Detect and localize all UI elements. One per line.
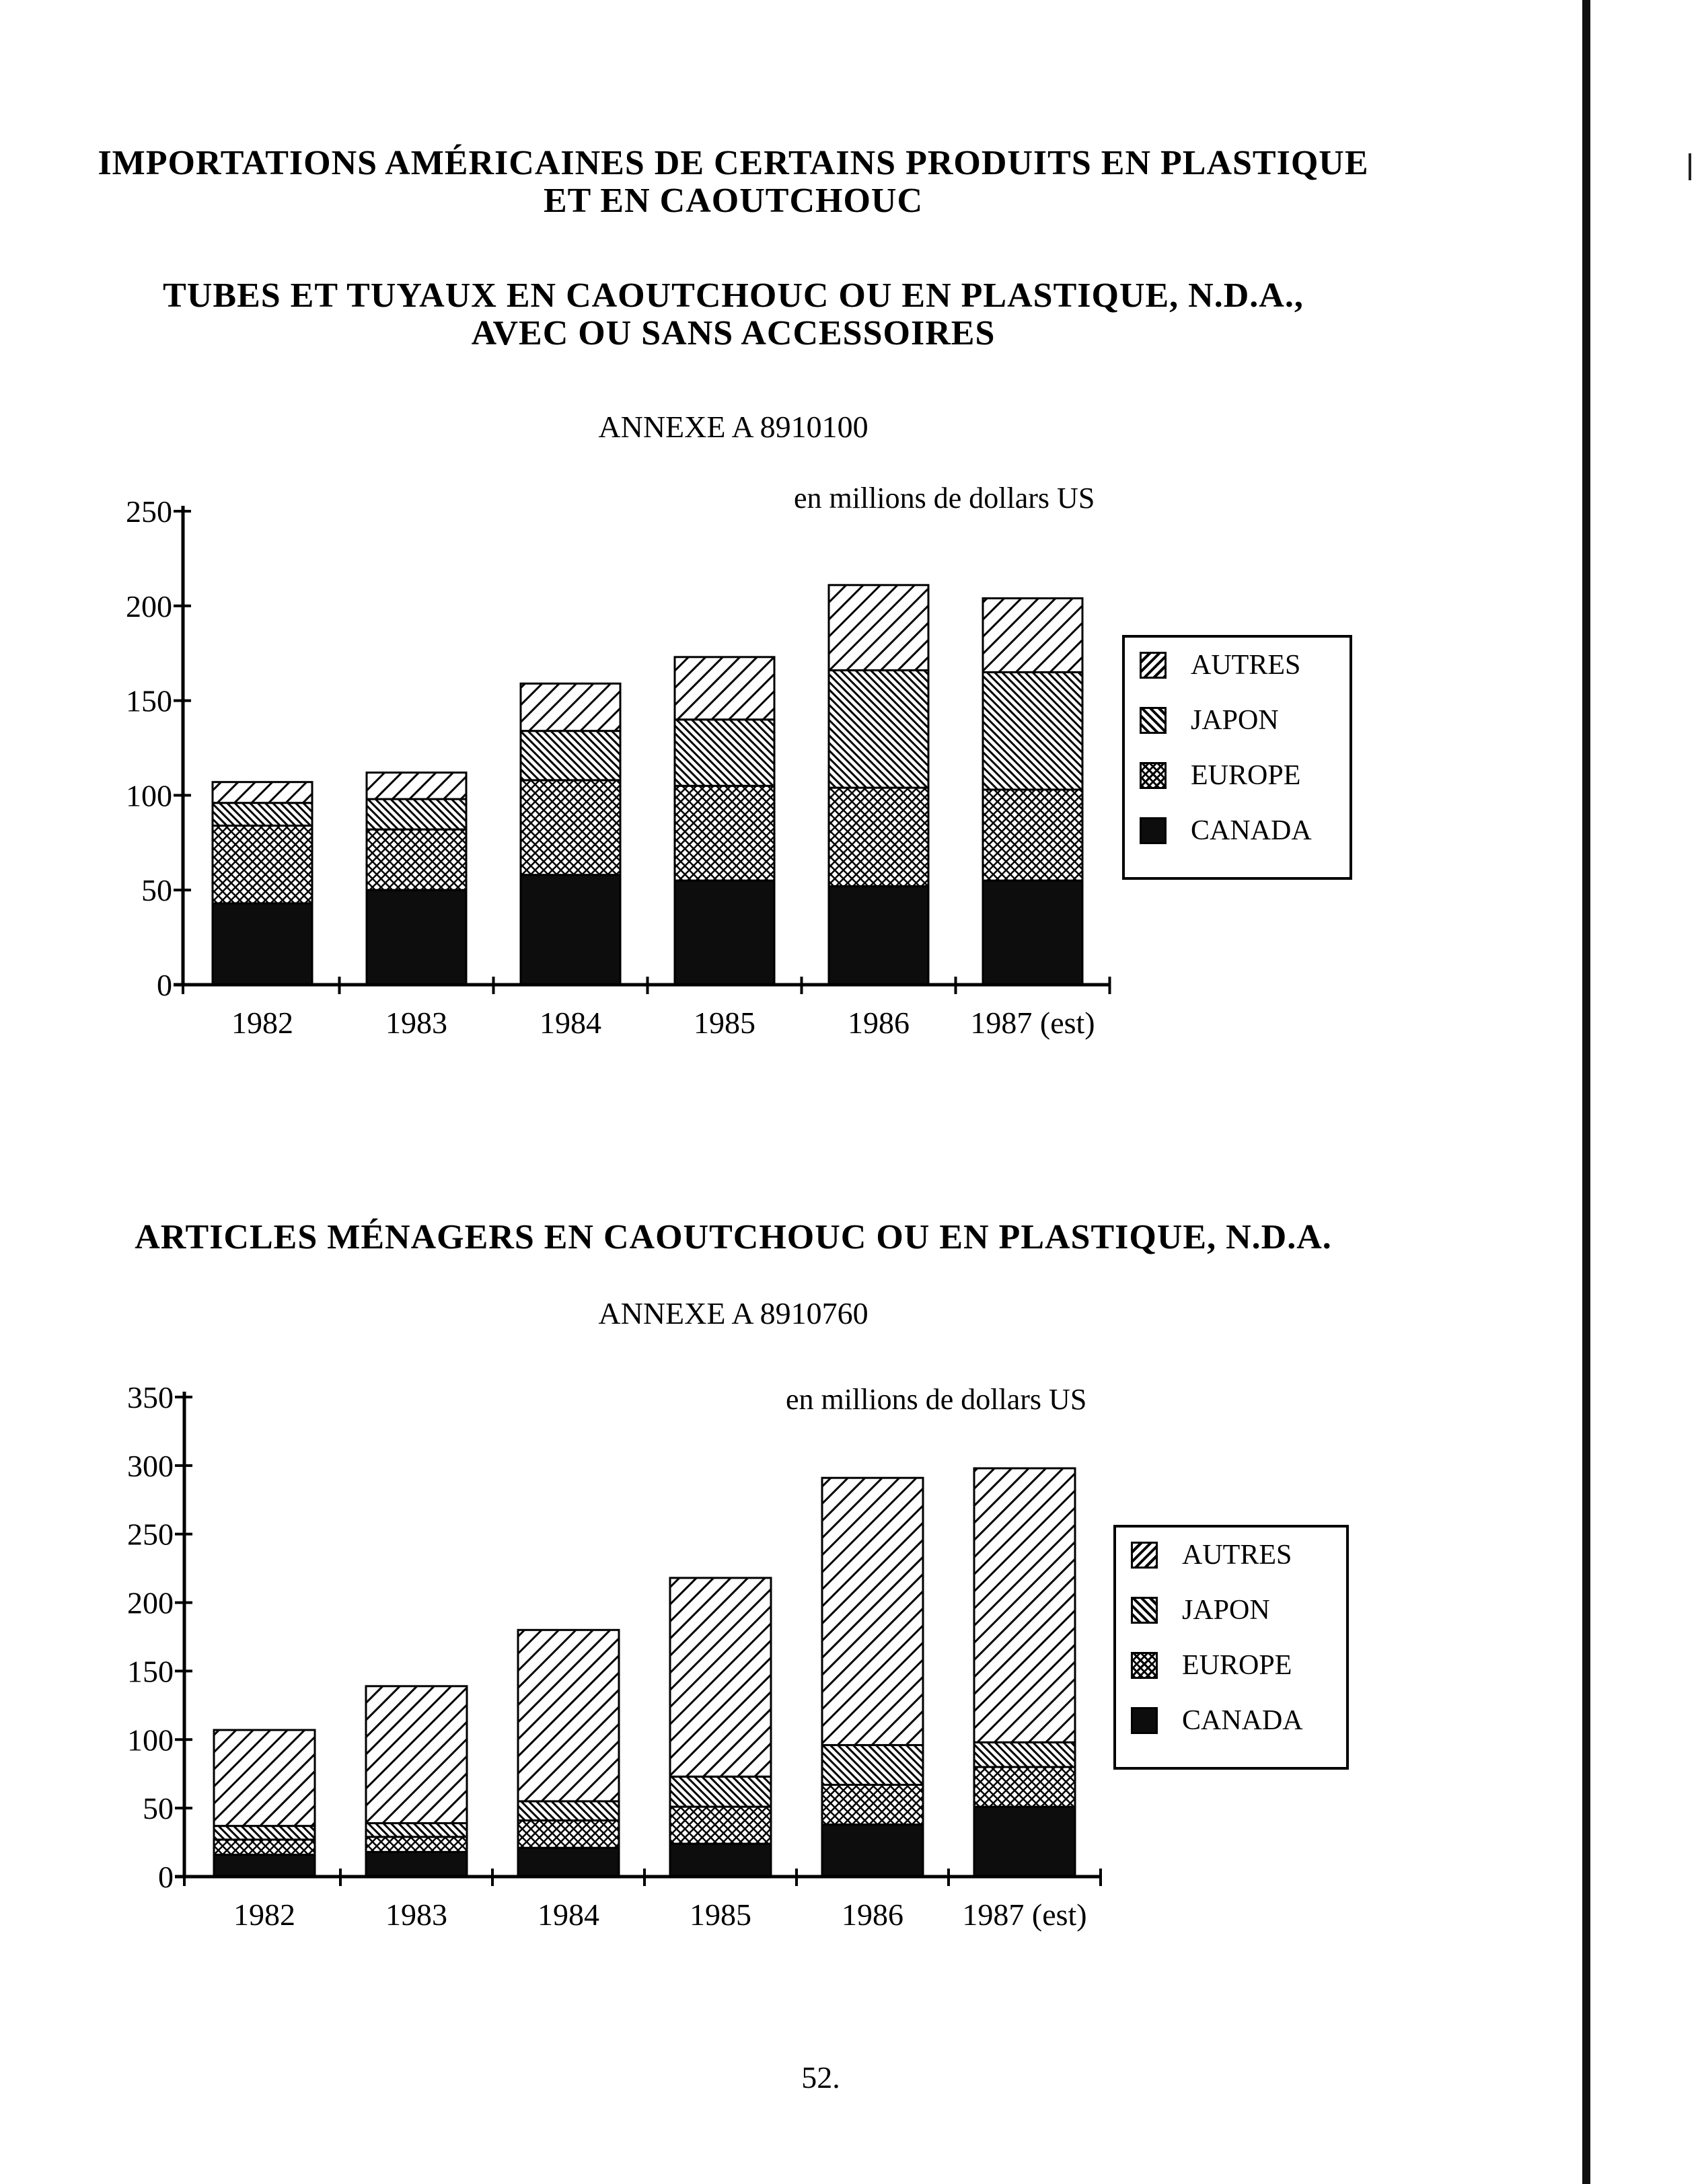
chart2-title	[61, 1219, 1406, 1256]
y-tick-label: 0	[158, 1860, 174, 1894]
x-tick-label: 1984	[538, 1897, 599, 1932]
bar-segment-autres-1985	[670, 1578, 771, 1776]
bar-segment-japon-1986	[829, 671, 928, 788]
legend-item-canada	[1140, 803, 1343, 858]
bar-segment-europe-1982	[214, 1840, 315, 1854]
y-tick-label: 150	[127, 1654, 174, 1689]
chart1-plot	[0, 471, 1700, 1076]
bar-segment-japon-1984	[521, 731, 620, 780]
y-tick-label: 150	[126, 683, 172, 718]
x-tick-label: 1985	[690, 1897, 751, 1932]
bar-segment-canada-1983	[366, 1852, 467, 1877]
legend-swatch-canada	[1131, 1707, 1158, 1734]
y-tick-label: 200	[127, 1585, 174, 1620]
y-tick-label: 50	[141, 873, 172, 908]
bar-segment-japon-1982	[214, 1826, 315, 1840]
y-tick-label: 0	[157, 968, 172, 1002]
chart1-legend	[1122, 635, 1352, 880]
bar-segment-japon-1982	[213, 803, 312, 826]
bar-segment-autres-1985	[675, 657, 774, 720]
x-tick-label: 1985	[694, 1006, 755, 1040]
bar-segment-europe-1987est	[974, 1767, 1075, 1807]
legend-label-autres: AUTRES	[1191, 650, 1301, 681]
bar-segment-europe-1987est	[983, 790, 1082, 880]
bar-segment-japon-1983	[366, 1823, 467, 1837]
legend-label-europe: EUROPE	[1182, 1650, 1292, 1681]
legend-item-europe	[1140, 748, 1343, 803]
bar-segment-canada-1986	[829, 887, 928, 985]
page-title	[61, 145, 1406, 220]
chart2-plot	[0, 1365, 1700, 1971]
bar-segment-japon-1987est	[974, 1742, 1075, 1767]
x-tick-label: 1984	[540, 1006, 601, 1040]
bar-segment-autres-1983	[366, 1686, 467, 1823]
bar-segment-canada-1986	[822, 1825, 923, 1877]
legend-item-autres	[1131, 1528, 1339, 1583]
legend-swatch-japon	[1140, 707, 1167, 734]
bar-segment-europe-1982	[213, 825, 312, 903]
legend-label-europe: EUROPE	[1191, 760, 1301, 791]
chart1-title-line-1: TUBES ET TUYAUX EN CAOUTCHOUC OU EN PLASTIQUE, N.D.A.,	[163, 276, 1304, 315]
legend-swatch-autres	[1140, 652, 1167, 679]
legend-label-canada: CANADA	[1191, 815, 1312, 846]
bar-segment-autres-1982	[213, 782, 312, 803]
bar-segment-autres-1984	[518, 1630, 619, 1801]
bar-segment-japon-1983	[367, 799, 466, 829]
bar-segment-europe-1983	[366, 1837, 467, 1852]
bar-segment-autres-1987est	[974, 1468, 1075, 1742]
bar-segment-autres-1986	[829, 585, 928, 671]
bar-segment-japon-1986	[822, 1745, 923, 1784]
y-tick-label: 350	[127, 1380, 174, 1415]
bar-segment-autres-1982	[214, 1730, 315, 1826]
page-number: 52.	[801, 2060, 840, 2095]
x-tick-label: 1986	[842, 1897, 903, 1932]
y-tick-label: 250	[126, 494, 172, 529]
x-tick-label: 1987 (est)	[970, 1006, 1095, 1040]
legend-swatch-europe	[1131, 1652, 1158, 1679]
chart2-title-line-1: ARTICLES MÉNAGERS EN CAOUTCHOUC OU EN PLASTIQUE, N.D.A.	[135, 1218, 1332, 1256]
bar-segment-canada-1987est	[974, 1807, 1075, 1877]
bar-segment-canada-1984	[521, 875, 620, 985]
x-tick-label: 1987 (est)	[962, 1897, 1087, 1932]
y-tick-label: 250	[127, 1517, 174, 1552]
x-tick-label: 1982	[231, 1006, 293, 1040]
bar-segment-europe-1985	[675, 786, 774, 880]
bar-segment-europe-1984	[518, 1820, 619, 1848]
bar-segment-japon-1985	[675, 720, 774, 786]
bar-segment-autres-1984	[521, 683, 620, 730]
legend-item-autres	[1140, 638, 1343, 693]
bar-segment-canada-1987est	[983, 880, 1082, 985]
chart1-title-line-2: AVEC OU SANS ACCESSOIRES	[471, 314, 996, 352]
y-tick-label: 100	[126, 778, 172, 813]
legend-label-autres: AUTRES	[1182, 1540, 1292, 1571]
bar-segment-canada-1982	[213, 903, 312, 985]
x-tick-label: 1983	[385, 1897, 447, 1932]
legend-swatch-europe	[1140, 762, 1167, 789]
bar-segment-japon-1987est	[983, 672, 1082, 790]
legend-item-canada	[1131, 1693, 1339, 1748]
x-tick-label: 1983	[385, 1006, 447, 1040]
bar-segment-europe-1986	[822, 1785, 923, 1825]
chart1-title	[61, 277, 1406, 352]
bar-segment-autres-1986	[822, 1478, 923, 1745]
y-tick-label: 300	[127, 1448, 174, 1483]
legend-item-japon	[1140, 693, 1343, 748]
chart2-unit-label: en millions de dollars US	[786, 1383, 1087, 1416]
bar-segment-autres-1987est	[983, 599, 1082, 673]
bar-segment-autres-1983	[367, 773, 466, 799]
bar-segment-canada-1982	[214, 1854, 315, 1877]
x-tick-label: 1986	[848, 1006, 910, 1040]
legend-swatch-autres	[1131, 1542, 1158, 1569]
bar-segment-canada-1985	[670, 1844, 771, 1877]
chart2-legend	[1113, 1525, 1349, 1770]
legend-label-japon: JAPON	[1182, 1595, 1270, 1626]
bar-segment-canada-1983	[367, 890, 466, 985]
legend-swatch-japon	[1131, 1597, 1158, 1624]
legend-label-canada: CANADA	[1182, 1705, 1303, 1736]
bar-segment-canada-1984	[518, 1848, 619, 1877]
legend-swatch-canada	[1140, 817, 1167, 844]
chart1-unit-label: en millions de dollars US	[794, 482, 1095, 515]
bar-segment-japon-1985	[670, 1776, 771, 1807]
legend-item-japon	[1131, 1583, 1339, 1638]
scan-margin-edge	[1582, 0, 1590, 2184]
legend-item-europe	[1131, 1638, 1339, 1693]
bar-segment-europe-1986	[829, 788, 928, 886]
y-tick-label: 100	[127, 1723, 174, 1758]
bar-segment-canada-1985	[675, 880, 774, 985]
chart2-annex-label: ANNEXE A 8910760	[598, 1296, 869, 1330]
scan-margin-mark	[1689, 153, 1691, 180]
y-tick-label: 200	[126, 589, 172, 624]
y-tick-label: 50	[143, 1791, 174, 1826]
bar-segment-europe-1984	[521, 780, 620, 875]
chart1-annex-label: ANNEXE A 8910100	[598, 410, 869, 444]
x-tick-label: 1982	[233, 1897, 295, 1932]
bar-segment-europe-1983	[367, 829, 466, 890]
page-title-line-2: ET EN CAOUTCHOUC	[543, 182, 923, 220]
bar-segment-europe-1985	[670, 1807, 771, 1844]
legend-label-japon: JAPON	[1191, 705, 1279, 736]
bar-segment-japon-1984	[518, 1801, 619, 1821]
page-title-line-1: IMPORTATIONS AMÉRICAINES DE CERTAINS PRODUITS EN PLASTIQUE	[98, 144, 1369, 182]
